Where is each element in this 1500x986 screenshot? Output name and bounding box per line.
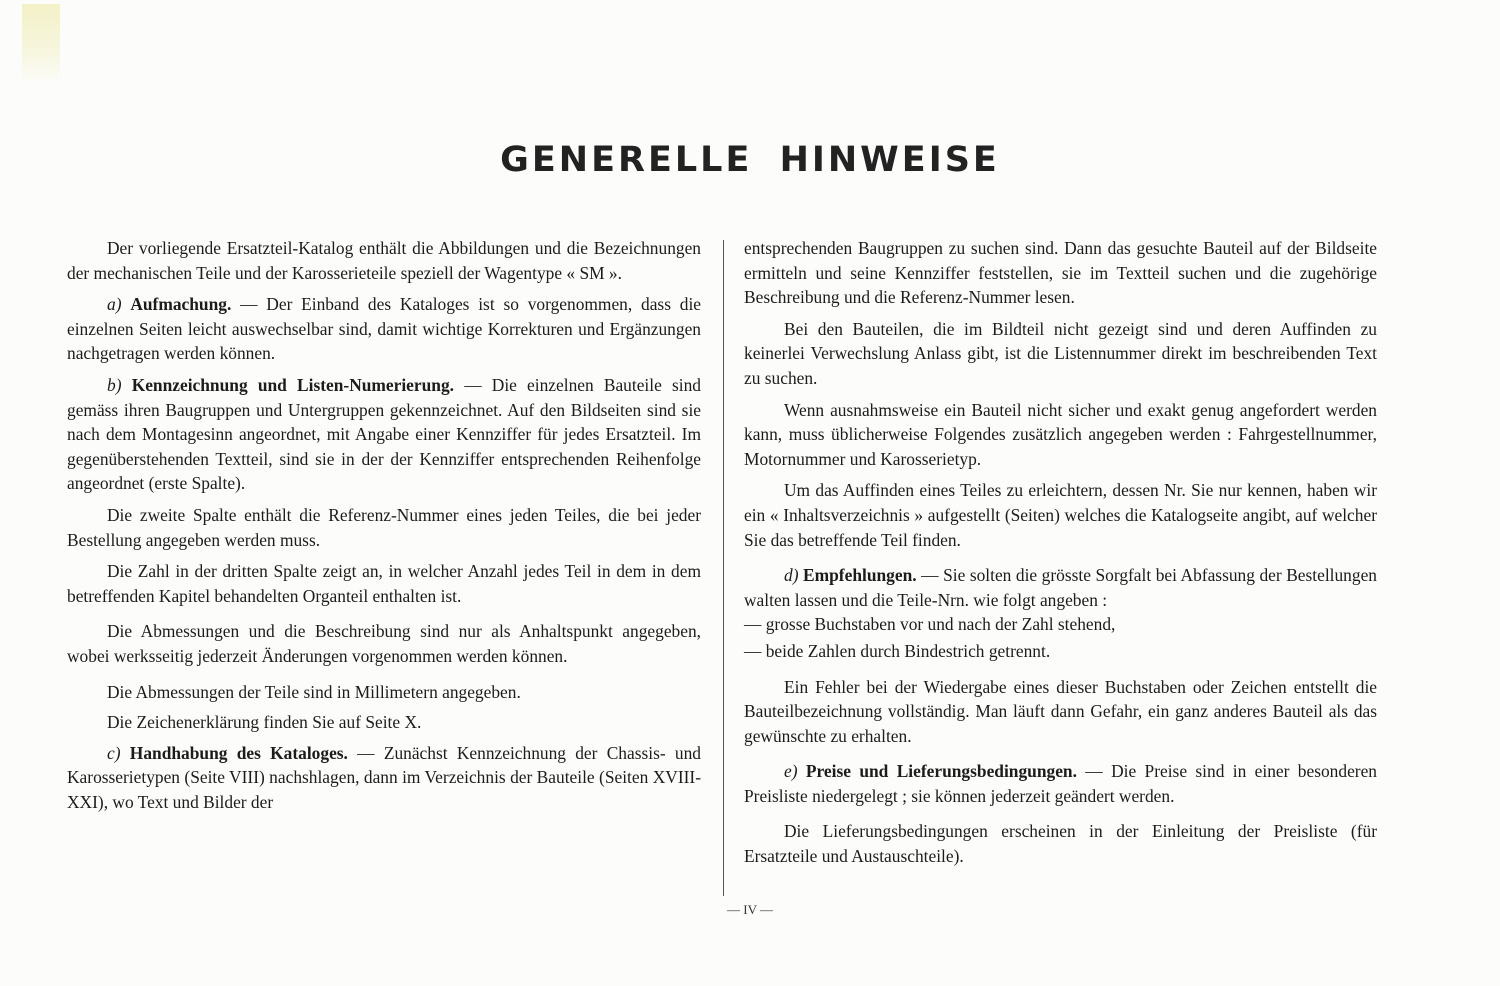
- column-divider: [723, 240, 724, 896]
- section-e-label: e): [784, 761, 798, 782]
- section-d: [744, 563, 1377, 612]
- section-d-heading: Empfehlungen.: [803, 565, 917, 586]
- section-e-text: — Die Preise sind in einer besonderen Preisliste niedergelegt ; sie können jederzeit geändert werden.: [744, 761, 1377, 806]
- delivery-paragraph: Die Lieferungsbedingungen erscheinen in der Einleitung der Preisliste (für Ersatzteile und Austauschteile).: [744, 821, 1377, 867]
- components-paragraph: Bei den Bauteilen, die im Bildteil nicht gezeigt sind und deren Auffinden zu keinerlei Verwechslung Anlass gibt, ist die Listennummer direkt im beschreibenden Text zu suchen.: [744, 318, 1377, 388]
- dash-item-1: — grosse Buchstaben vor und nach der Zahl stehend,: [744, 614, 1116, 635]
- section-b: [67, 373, 701, 496]
- left-column: [67, 236, 701, 814]
- section-d-text: — Sie solten die grösste Sorgfalt bei Abfassung der Bestellungen walten lassen und die Teile-Nrn. wie folgt angeben :: [744, 565, 1377, 610]
- section-a: [67, 292, 701, 366]
- error-paragraph: Ein Fehler bei der Wiedergabe eines dieser Buchstaben oder Zeichen entstellt die Bauteilbezeichnung vollständig. Man läuft dann Gefahr, ein ganz anderes Bauteil als das gewünschte zu erhalten.: [744, 676, 1377, 746]
- section-a-heading: Aufmachung.: [130, 294, 232, 315]
- section-d-label: d): [784, 565, 799, 586]
- right-column: [744, 236, 1377, 869]
- section-b-heading: Kennzeichnung und Listen-Numerierung.: [131, 374, 455, 395]
- section-e-heading: Preise und Lieferungsbedingungen.: [805, 761, 1077, 782]
- section-a-text: — Der Einband des Kataloges ist so vorgenommen, dass die einzelnen Seiten leicht auswechselbar sind, damit wichtige Korrekturen und Ergänzungen nachgetragen werden können.: [67, 294, 702, 364]
- intro-paragraph: Der vorliegende Ersatzteil-Katalog enthält die Abbildungen und die Bezeichnungen der mechanischen Teile und der Karosserieteile speziell der Wagentype « SM ».: [67, 238, 701, 283]
- dash-item-2: — beide Zahlen durch Bindestrich getrennt.: [744, 640, 1051, 661]
- index-paragraph: Um das Auffinden eines Teiles zu erleichtern, dessen Nr. Sie nur kennen, haben wir ein « Inhaltsverzeichnis » aufgestellt (Seiten) welches die Katalogseite angibt, auf welcher Sie das betreffende Teil finden.: [744, 480, 1377, 550]
- section-e: [744, 759, 1377, 808]
- continuation-paragraph: entsprechenden Baugruppen zu suchen sind. Dann das gesuchte Bauteil auf der Bildseite ermitteln und seine Kennziffer feststellen, sie im Textteil suchen und die zugehörige Beschreibung und die Referenz-Nummer lesen.: [744, 238, 1377, 308]
- millimeters-paragraph: Die Abmessungen der Teile sind in Millimetern angegeben.: [107, 681, 521, 702]
- dimensions-paragraph: Die Abmessungen und die Beschreibung sind nur als Anhaltspunkt angegeben, wobei werksseitig jederzeit Änderungen vorgenommen werden können.: [67, 621, 701, 666]
- section-c-heading: Handhabung des Kataloges.: [129, 742, 348, 763]
- section-c: [67, 741, 701, 815]
- exceptional-paragraph: Wenn ausnahmsweise ein Bauteil nicht sicher und exakt genug angefordert werden kann, muss üblicherweise Folgendes zusätzlich angegeben werden : Fahrgestellnummer, Motornummer und Karosserietyp.: [744, 399, 1377, 469]
- paper-stain: [22, 4, 60, 84]
- section-c-label: c): [107, 742, 121, 763]
- page-title: GENERELLE HINWEISE: [500, 140, 1000, 180]
- section-c-text: — Zunächst Kennzeichnung der Chassis- und Karosserietypen (Seite VIII) nachshlagen, dann im Verzeichnis der Bauteile (Seiten XVIII-XXI), wo Text und Bilder der: [67, 742, 702, 812]
- section-b-text: — Die einzelnen Bauteile sind gemäss ihren Baugruppen und Untergruppen gekennzeichnet. Auf den Bildseiten sind sie nach dem Montagesinn angeordnet, mit Angabe einer Kennziffer für jedes Ersatzteil. Im gegenüberstehenden Textteil, sind sie in der der Kennziffer entsprechenden Reihenfolge angeordnet (erste Spalte).: [67, 374, 701, 494]
- section-a-label: a): [107, 294, 122, 315]
- page-number: — IV —: [727, 902, 773, 917]
- third-column-paragraph: Die Zahl in der dritten Spalte zeigt an, in welcher Anzahl jedes Teil in dem in dem betreffenden Kapitel behandelten Organteil enthalten ist.: [67, 561, 701, 606]
- legend-paragraph: Die Zeichenerklärung finden Sie auf Seite X.: [107, 712, 422, 733]
- section-b-label: b): [107, 374, 122, 395]
- second-column-paragraph: Die zweite Spalte enthält die Referenz-Nummer eines jeden Teiles, die bei jeder Bestellung angegeben werden muss.: [67, 504, 701, 550]
